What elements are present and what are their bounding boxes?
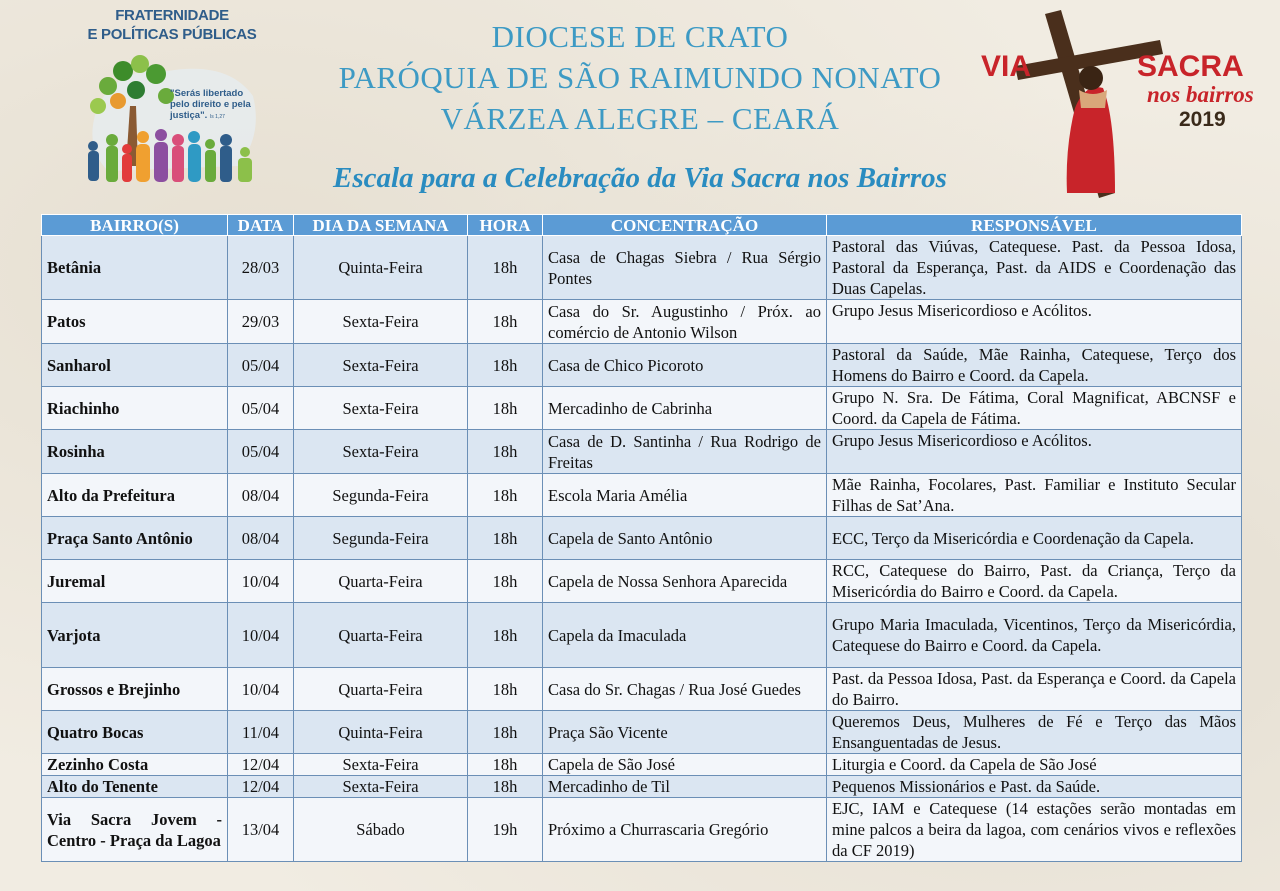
table-row bbox=[42, 711, 1242, 754]
cell-dia: Sexta-Feira bbox=[294, 776, 468, 798]
quote-text: "Serás libertado pelo direito e pela justiça". bbox=[170, 88, 251, 121]
page-header bbox=[300, 16, 980, 139]
cell-dia: Quarta-Feira bbox=[294, 560, 468, 603]
cell-hora: 18h bbox=[468, 344, 543, 387]
table-row bbox=[42, 798, 1242, 862]
header-hora: HORA bbox=[468, 215, 543, 236]
header-cidade: VÁRZEA ALEGRE – CEARÁ bbox=[440, 101, 840, 136]
cell-concentracao: Casa do Sr. Augustinho / Próx. ao comércio de Antonio Wilson bbox=[543, 300, 827, 344]
cell-data: 10/04 bbox=[228, 603, 294, 668]
cell-bairro: Patos bbox=[42, 300, 228, 344]
cell-data: 05/04 bbox=[228, 387, 294, 430]
logo-sacra: SACRA bbox=[1137, 50, 1244, 83]
schedule-table bbox=[41, 214, 1242, 862]
cell-responsavel: Grupo Jesus Misericordioso e Acólitos. bbox=[827, 430, 1242, 474]
cell-dia: Sexta-Feira bbox=[294, 754, 468, 776]
cell-bairro: Betânia bbox=[42, 236, 228, 300]
cell-dia: Sábado bbox=[294, 798, 468, 862]
cell-responsavel: ECC, Terço da Misericórdia e Coordenação da Capela. bbox=[827, 517, 1242, 560]
table-row bbox=[42, 517, 1242, 560]
header-dia: DIA DA SEMANA bbox=[294, 215, 468, 236]
logo-year: 2019 bbox=[1179, 108, 1226, 131]
table-row bbox=[42, 430, 1242, 474]
table-row bbox=[42, 776, 1242, 798]
cell-data: 08/04 bbox=[228, 474, 294, 517]
cell-dia: Sexta-Feira bbox=[294, 300, 468, 344]
logo-left-quote bbox=[170, 88, 262, 123]
cell-concentracao: Casa do Sr. Chagas / Rua José Guedes bbox=[543, 668, 827, 711]
cell-data: 13/04 bbox=[228, 798, 294, 862]
cell-bairro: Quatro Bocas bbox=[42, 711, 228, 754]
cell-responsavel: EJC, IAM e Catequese (14 estações serão montadas em mine palcos a beira da lagoa, com cenários vivos e reflexões da CF 2019) bbox=[827, 798, 1242, 862]
cell-concentracao: Casa de Chico Picoroto bbox=[543, 344, 827, 387]
cell-bairro: Riachinho bbox=[42, 387, 228, 430]
cell-hora: 18h bbox=[468, 387, 543, 430]
cell-data: 05/04 bbox=[228, 344, 294, 387]
logo-left-line2: E POLÍTICAS PÚBLICAS bbox=[87, 26, 257, 43]
cell-data: 10/04 bbox=[228, 560, 294, 603]
cell-bairro: Alto do Tenente bbox=[42, 776, 228, 798]
cell-bairro: Rosinha bbox=[42, 430, 228, 474]
cell-hora: 18h bbox=[468, 430, 543, 474]
cell-data: 05/04 bbox=[228, 430, 294, 474]
header-bairro: BAIRRO(S) bbox=[42, 215, 228, 236]
via-sacra-logo bbox=[975, 8, 1265, 204]
cell-dia: Sexta-Feira bbox=[294, 430, 468, 474]
header-responsavel: RESPONSÁVEL bbox=[827, 215, 1242, 236]
cell-responsavel: Grupo Jesus Misericordioso e Acólitos. bbox=[827, 300, 1242, 344]
cell-data: 11/04 bbox=[228, 711, 294, 754]
cell-concentracao: Praça São Vicente bbox=[543, 711, 827, 754]
cell-responsavel: RCC, Catequese do Bairro, Past. da Criança, Terço da Misericórdia do Bairro e Coord. da Capela. bbox=[827, 560, 1242, 603]
cell-responsavel: Grupo N. Sra. De Fátima, Coral Magnificat, ABCNSF e Coord. da Capela de Fátima. bbox=[827, 387, 1242, 430]
cell-dia: Sexta-Feira bbox=[294, 387, 468, 430]
table-row bbox=[42, 668, 1242, 711]
cell-hora: 19h bbox=[468, 798, 543, 862]
logo-nos-bairros: nos bairros bbox=[1147, 82, 1254, 107]
header-concentracao: CONCENTRAÇÃO bbox=[543, 215, 827, 236]
table-row bbox=[42, 474, 1242, 517]
cell-dia: Quarta-Feira bbox=[294, 603, 468, 668]
logo-left-line1: FRATERNIDADE bbox=[115, 7, 229, 24]
cell-dia: Quarta-Feira bbox=[294, 668, 468, 711]
cell-concentracao: Mercadinho de Til bbox=[543, 776, 827, 798]
cell-concentracao: Mercadinho de Cabrinha bbox=[543, 387, 827, 430]
cell-dia: Quinta-Feira bbox=[294, 711, 468, 754]
cell-responsavel: Mãe Rainha, Focolares, Past. Familiar e Instituto Secular Filhas de Sat’Ana. bbox=[827, 474, 1242, 517]
cell-concentracao: Casa de D. Santinha / Rua Rodrigo de Freitas bbox=[543, 430, 827, 474]
cell-responsavel: Pastoral da Saúde, Mãe Rainha, Catequese, Terço dos Homens do Bairro e Coord. da Capela. bbox=[827, 344, 1242, 387]
cell-concentracao: Próximo a Churrascaria Gregório bbox=[543, 798, 827, 862]
cell-concentracao: Casa de Chagas Siebra / Rua Sérgio Pontes bbox=[543, 236, 827, 300]
cell-hora: 18h bbox=[468, 517, 543, 560]
cell-hora: 18h bbox=[468, 236, 543, 300]
cell-data: 08/04 bbox=[228, 517, 294, 560]
page-subtitle: Escala para a Celebração da Via Sacra nos Bairros bbox=[333, 162, 947, 194]
cell-dia: Segunda-Feira bbox=[294, 517, 468, 560]
logo-via: VIA bbox=[981, 50, 1032, 83]
cell-concentracao: Capela da Imaculada bbox=[543, 603, 827, 668]
table-row bbox=[42, 236, 1242, 300]
header-data: DATA bbox=[228, 215, 294, 236]
cell-dia: Sexta-Feira bbox=[294, 344, 468, 387]
header-paroquia: PARÓQUIA DE SÃO RAIMUNDO NONATO bbox=[338, 60, 942, 95]
cell-hora: 18h bbox=[468, 776, 543, 798]
cell-responsavel: Liturgia e Coord. da Capela de São José bbox=[827, 754, 1242, 776]
cell-concentracao: Escola Maria Amélia bbox=[543, 474, 827, 517]
cell-bairro: Via Sacra Jovem - Centro - Praça da Lagoa bbox=[42, 798, 228, 862]
cell-dia: Segunda-Feira bbox=[294, 474, 468, 517]
cell-hora: 18h bbox=[468, 300, 543, 344]
cell-data: 28/03 bbox=[228, 236, 294, 300]
cell-hora: 18h bbox=[468, 668, 543, 711]
cell-bairro: Zezinho Costa bbox=[42, 754, 228, 776]
table-row bbox=[42, 754, 1242, 776]
cell-concentracao: Capela de Nossa Senhora Aparecida bbox=[543, 560, 827, 603]
cell-responsavel: Grupo Maria Imaculada, Vicentinos, Terço da Misericórdia, Catequese do Bairro e Coord. da Capela. bbox=[827, 603, 1242, 668]
cell-concentracao: Capela de Santo Antônio bbox=[543, 517, 827, 560]
cell-data: 29/03 bbox=[228, 300, 294, 344]
cell-bairro: Praça Santo Antônio bbox=[42, 517, 228, 560]
cell-hora: 18h bbox=[468, 603, 543, 668]
tree-people-icon bbox=[78, 46, 266, 206]
header-diocese: DIOCESE DE CRATO bbox=[491, 19, 789, 54]
cell-bairro: Varjota bbox=[42, 603, 228, 668]
cell-data: 12/04 bbox=[228, 754, 294, 776]
cell-data: 10/04 bbox=[228, 668, 294, 711]
cell-hora: 18h bbox=[468, 754, 543, 776]
table-row bbox=[42, 300, 1242, 344]
cell-bairro: Grossos e Brejinho bbox=[42, 668, 228, 711]
quote-ref: Is 1,27 bbox=[209, 114, 225, 120]
table-row bbox=[42, 560, 1242, 603]
cell-concentracao: Capela de São José bbox=[543, 754, 827, 776]
fraternidade-logo bbox=[78, 6, 266, 202]
cell-hora: 18h bbox=[468, 711, 543, 754]
table-row bbox=[42, 603, 1242, 668]
cell-bairro: Juremal bbox=[42, 560, 228, 603]
table-header-row bbox=[42, 215, 1242, 236]
cell-data: 12/04 bbox=[228, 776, 294, 798]
cell-bairro: Sanharol bbox=[42, 344, 228, 387]
cell-responsavel: Queremos Deus, Mulheres de Fé e Terço das Mãos Ensanguentadas de Jesus. bbox=[827, 711, 1242, 754]
cell-responsavel: Pastoral das Viúvas, Catequese. Past. da Pessoa Idosa, Pastoral da Esperança, Past. da AIDS e Coordenação das Duas Capelas. bbox=[827, 236, 1242, 300]
table-row bbox=[42, 387, 1242, 430]
cell-bairro: Alto da Prefeitura bbox=[42, 474, 228, 517]
table-row bbox=[42, 344, 1242, 387]
table-body bbox=[42, 236, 1242, 862]
cell-hora: 18h bbox=[468, 560, 543, 603]
cell-responsavel: Pequenos Missionários e Past. da Saúde. bbox=[827, 776, 1242, 798]
cell-hora: 18h bbox=[468, 474, 543, 517]
cell-dia: Quinta-Feira bbox=[294, 236, 468, 300]
cell-responsavel: Past. da Pessoa Idosa, Past. da Esperança e Coord. da Capela do Bairro. bbox=[827, 668, 1242, 711]
